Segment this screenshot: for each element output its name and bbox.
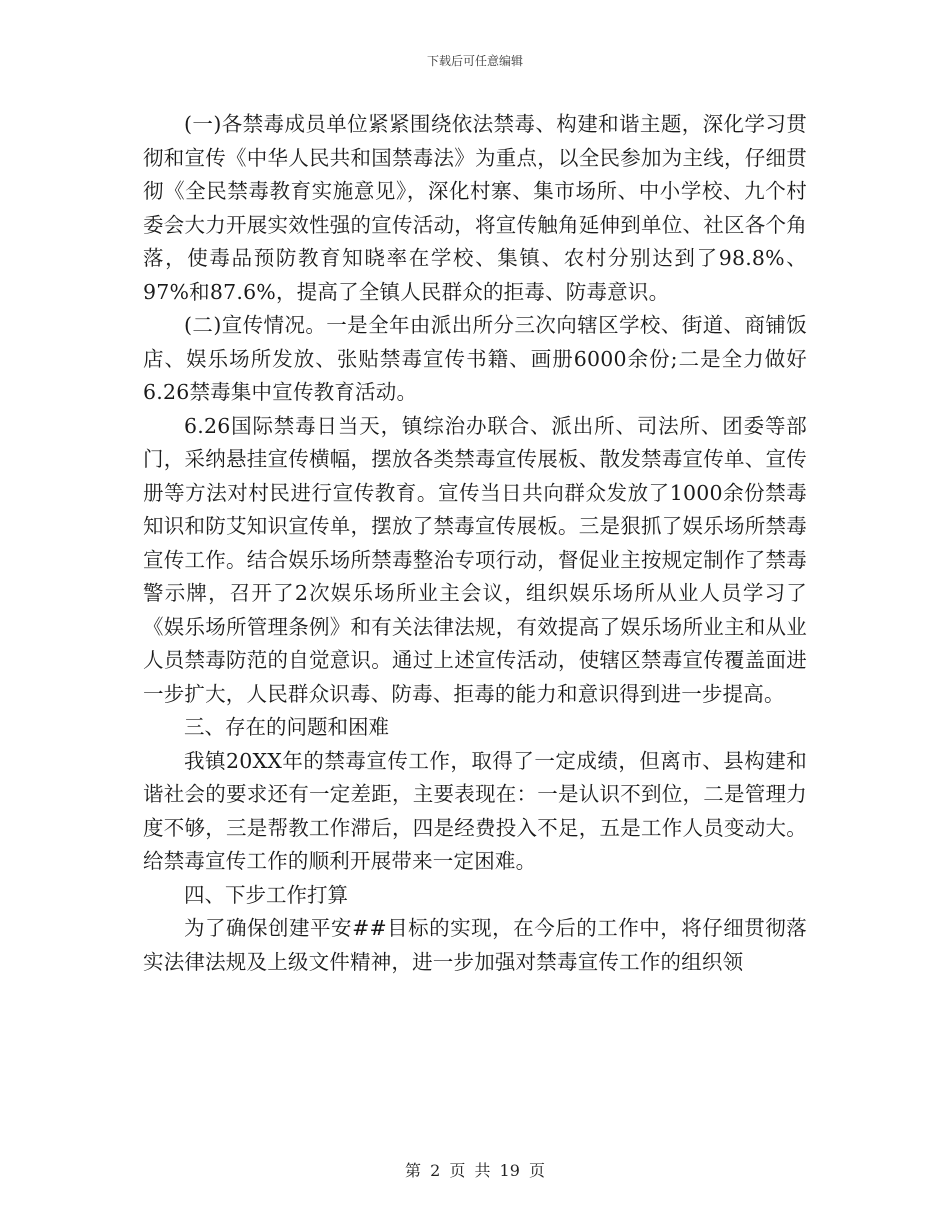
header-note: 下载后可任意编辑 bbox=[426, 54, 523, 68]
section-heading-3: 三、存在的问题和困难 bbox=[184, 715, 389, 739]
paragraph-5: 为了确保创建平安##目标的实现，在今后的工作中，将仔细贯彻落实法律法规及上级文件精神，进一步加强对禁毒宣传工作的组织领 bbox=[143, 916, 807, 974]
paragraph-3: 6.26国际禁毒日当天，镇综治办联合、派出所、司法所、团委等部门，采纳悬挂宣传横幅，摆放各类禁毒宣传展板、散发禁毒宣传单、宣传册等方法对村民进行宣传教育。宣传当日共向群众发放了1000余份禁毒知识和防艾知识宣传单，摆放了禁毒宣传展板。三是狠抓了娱乐场所禁毒宣传工作。结合娱乐场所禁毒整治专项行动，督促业主按规定制作了禁毒警示牌，召开了2次娱乐场所业主会议，组织娱乐场所从业人员学习了《娱乐场所管理条例》和有关法律法规，有效提高了娱乐场所业主和从业人员禁毒防范的自觉意识。通过上述宣传活动，使辖区禁毒宣传覆盖面进一步扩大，人民群众识毒、防毒、拒毒的能力和意识得到进一步提高。 bbox=[143, 413, 807, 706]
document-body bbox=[143, 108, 807, 979]
section-heading-4: 四、下步工作打算 bbox=[184, 882, 348, 907]
page-number-footer: 第 2 页 共 19 页 bbox=[405, 1161, 545, 1180]
paragraph-2: (二)宣传情况。一是全年由派出所分三次向辖区学校、街道、商铺饭店、娱乐场所发放、张贴禁毒宣传书籍、画册6000余份;二是全力做好6.26禁毒集中宣传教育活动。 bbox=[143, 313, 807, 404]
paragraph-1: (一)各禁毒成员单位紧紧围绕依法禁毒、构建和谐主题，深化学习贯彻和宣传《中华人民共和国禁毒法》为重点，以全民参加为主线，仔细贯彻《全民禁毒教育实施意见》，深化村寨、集市场所、中小学校、九个村委会大力开展实效性强的宣传活动，将宣传触角延伸到单位、社区各个角落，使毒品预防教育知晓率在学校、集镇、农村分别达到了98.8%、97%和87.6%，提高了全镇人民群众的拒毒、防毒意识。 bbox=[143, 112, 807, 304]
paragraph-4: 我镇20XX年的禁毒宣传工作，取得了一定成绩，但离市、县构建和谐社会的要求还有一定差距，主要表现在：一是认识不到位，二是管理力度不够，三是帮教工作滞后，四是经费投入不足，五是工作人员变动大。给禁毒宣传工作的顺利开展带来一定困难。 bbox=[143, 748, 807, 873]
